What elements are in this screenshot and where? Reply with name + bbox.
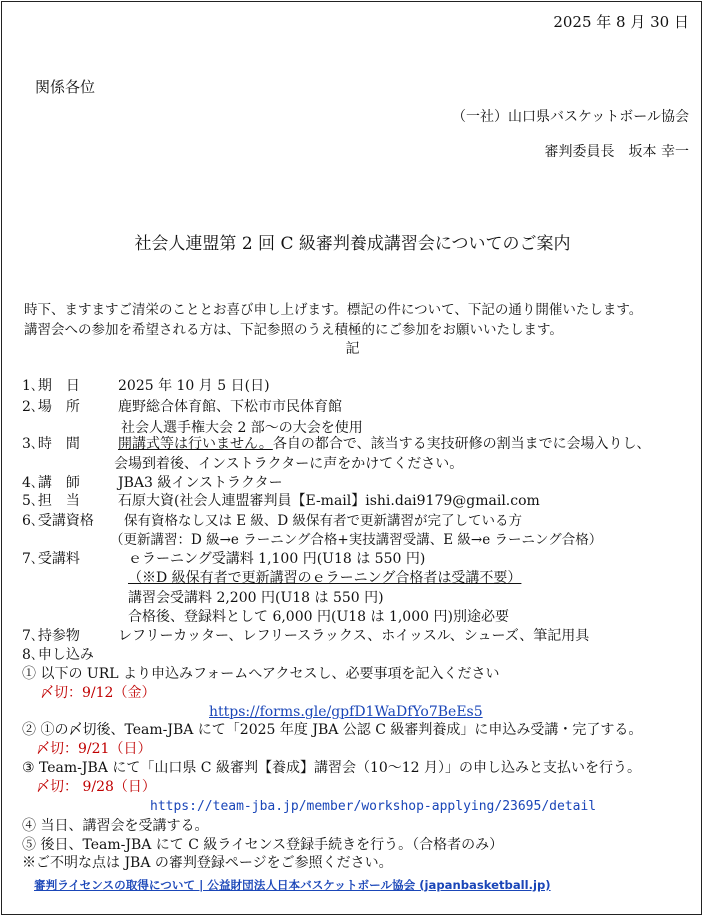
step-1-deadline: 〆切：9/12（金） bbox=[40, 685, 156, 701]
step-2: ② ①の〆切後、Team-JBA にて「2025 年度 JBA 公認 C 級審判養成」に申込み受講・完了する。 bbox=[22, 722, 643, 738]
item-place-value: 鹿野総合体育館、下松市市民体育館 bbox=[118, 399, 342, 415]
item-lecturer-value: JBA3 級インストラクター bbox=[118, 475, 283, 491]
step-3-deadline: 〆切： 9/28（日） bbox=[36, 779, 156, 795]
team-jba-workshop-link[interactable]: https://team-jba.jp/member/workshop-applying/23695/detail bbox=[150, 799, 597, 814]
item-apply-label: 8､申し込み bbox=[22, 647, 94, 663]
step-1: ① 以下の URL より申込みフォームへアクセスし、必要事項を記入ください bbox=[22, 666, 500, 682]
addressee: 関係各位 bbox=[35, 78, 96, 96]
step-4: ④ 当日、講習会を受講する。 bbox=[22, 818, 209, 834]
item-fee-line2: （※D 級保有者で更新講習のｅラーニング合格者は受講不要） bbox=[128, 570, 522, 586]
organization: （一社）山口県バスケットボール協会 bbox=[451, 109, 689, 125]
intro-line-2: 講習会への参加を希望される方は、下記参照のうえ積極的にご参加をお願いいたします。 bbox=[24, 322, 563, 338]
item-fee-line4: 合格後、登録料として 6,000 円(U18 は 1,000 円)別途必要 bbox=[128, 609, 509, 625]
sender: 審判委員長 坂本 幸一 bbox=[544, 144, 689, 160]
item-place-sub: 社会人選手権大会 2 部～の大会を使用 bbox=[121, 420, 363, 436]
item-time-value bbox=[118, 436, 651, 453]
item-time-label: 3､時 間 bbox=[22, 436, 80, 452]
step-3: ③ Team-JBA にて「山口県 C 級審判【養成】講習会（10～12 月）」の申し込みと支払いを行う。 bbox=[22, 760, 642, 776]
document-title: 社会人連盟第 2 回 C 級審判養成講習会についてのご案内 bbox=[134, 234, 571, 254]
item-date-label: 1､期 日 bbox=[22, 378, 80, 394]
step-2-deadline: 〆切：9/21（日） bbox=[36, 741, 152, 757]
note: ※ご不明な点は JBA の審判登録ページをご参照ください。 bbox=[22, 855, 393, 871]
item-qualification-label: 6､受講資格 bbox=[22, 513, 94, 529]
item-qualification-sub: （更新講習：D 級→e ラーニング合格+実技講習受講、E 級→e ラーニング合格） bbox=[110, 532, 603, 548]
item-fee-line3: 講習会受講料 2,200 円(U18 は 550 円) bbox=[128, 590, 384, 606]
item-lecturer-label: 4､講 師 bbox=[22, 475, 80, 491]
item-date-value: 2025 年 10 月 5 日(日) bbox=[118, 378, 270, 394]
item-time-underlined: 開講式等は行いません。 bbox=[118, 436, 273, 452]
intro-line-1: 時下、ますますご清栄のこととお喜び申し上げます。標記の件について、下記の通り開催いたします。 bbox=[24, 302, 643, 318]
item-contact-label: 5､担 当 bbox=[22, 493, 80, 509]
form-url-link[interactable]: https://forms.gle/gpfD1WaDfYo7BeEs5 bbox=[209, 704, 483, 720]
item-fee-label: 7､受講料 bbox=[22, 551, 80, 567]
ki-mark: 記 bbox=[345, 341, 360, 357]
item-time-sub: 会場到着後、インストラクターに声をかけてください。 bbox=[114, 456, 464, 472]
item-place-label: 2､場 所 bbox=[22, 399, 80, 415]
item-belongings-value: レフリーカッター、レフリースラックス、ホイッスル、シューズ、筆記用具 bbox=[118, 628, 590, 644]
item-time-rest: 各自の都合で、該当する実技研修の割当までに会場入りし、 bbox=[272, 436, 651, 452]
item-contact-value: 石原大資(社会人連盟審判員【E-mail】ishi.dai9179@gmail.com bbox=[118, 493, 540, 509]
document-date: 2025 年 8 月 30 日 bbox=[553, 13, 689, 31]
jba-license-link[interactable]: 審判ライセンスの取得について | 公益財団法人日本バスケットボール協会 (japanbasketball.jp) bbox=[34, 878, 551, 892]
item-qualification-value: 保有資格なし又は E 級、D 級保有者で更新講習が完了している方 bbox=[124, 513, 523, 529]
step-5: ⑤ 後日、Team-JBA にて C 級ライセンス登録手続きを行う。（合格者のみ） bbox=[22, 837, 504, 853]
item-fee-line1: ｅラーニング受講料 1,100 円(U18 は 550 円) bbox=[128, 551, 426, 567]
item-belongings-label: 7､持参物 bbox=[22, 628, 80, 644]
